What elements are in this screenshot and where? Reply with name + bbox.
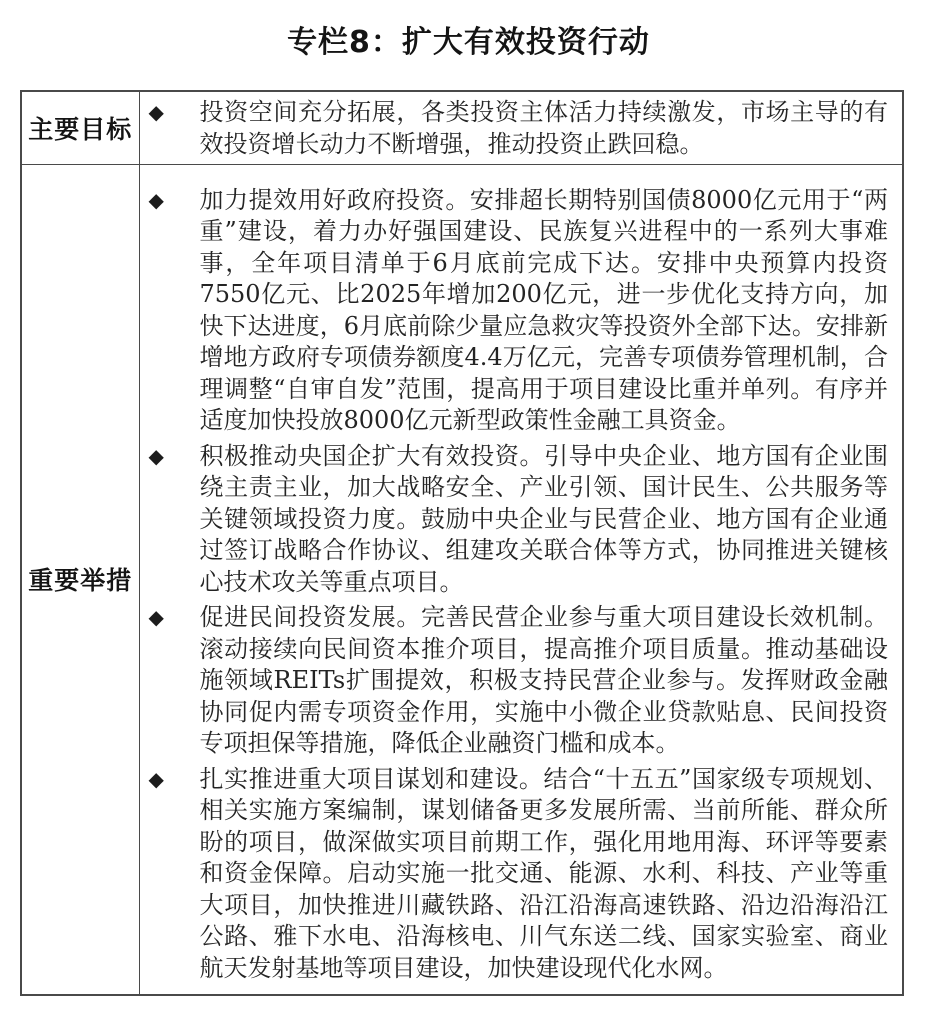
table-row-measures <box>21 164 903 995</box>
diamond-bullet-icon: ◆ <box>148 187 164 212</box>
list-item <box>140 602 889 760</box>
diamond-bullet-icon: ◆ <box>148 766 164 791</box>
measure-text-major-projects: 扎实推进重大项目谋划和建设。结合“十五五”国家级专项规划、相关实施方案编制，谋划储备更多发展所需、当前所能、群众所盼的项目，做深做实项目前期工作，强化用地用海、环评等要素和资金保障。启动实施一批交通、能源、水利、科技、产业等重大项目，加快推进川藏铁路、沿江沿海高速铁路、沿边沿海沿江公路、雅下水电、沿海核电、川气东送二线、国家实验室、商业航天发射基地等项目建设，加快建设现代化水网。 <box>199 764 888 982</box>
list-item <box>140 764 889 985</box>
goal-text: 投资空间充分拓展，各类投资主体活力持续激发，市场主导的有效投资增长动力不断增强，推动投资止跌回稳。 <box>199 98 888 158</box>
list-item <box>140 97 889 160</box>
goals-content-cell <box>139 91 903 164</box>
policy-box-table <box>20 90 904 996</box>
measure-text-private-investment: 促进民间投资发展。完善民营企业参与重大项目建设长效机制。滚动接续向民间资本推介项目，提高推介项目质量。推动基础设施领域REITs扩围提效，积极支持民营企业参与。发挥财政金融协同促内需专项资金作用，实施中小微企业贷款贴息、民间投资专项担保等措施，降低企业融资门槛和成本。 <box>199 603 888 757</box>
row-header-main-goals: 主要目标 <box>21 91 139 164</box>
list-item <box>140 441 889 599</box>
diamond-bullet-icon: ◆ <box>148 443 164 468</box>
list-item <box>140 185 889 437</box>
row-header-key-measures: 重要举措 <box>21 164 139 995</box>
table-row-goals <box>21 91 903 164</box>
diamond-bullet-icon: ◆ <box>148 605 164 629</box>
measure-text-soe-investment: 积极推动央国企扩大有效投资。引导中央企业、地方国有企业围绕主责主业，加大战略安全、产业引领、国计民生、公共服务等关键领域投资力度。鼓励中央企业与民营企业、地方国有企业通过签订战略合作协议、组建攻关联合体等方式，协同推进关键核心技术攻关等重点项目。 <box>199 441 888 596</box>
measure-text-government-investment: 加力提效用好政府投资。安排超长期特别国债8000亿元用于“两重”建设，着力办好强国建设、民族复兴进程中的一系列大事难事，全年项目清单于6月底前完成下达。安排中央预算内投资7550亿元、比2025年增加200亿元，进一步优化支持方向，加快下达进度，6月底前除少量应急救灾等投资外全部下达。安排新增地方政府专项债券额度4.4万亿元，完善专项债券管理机制，合理调整“自审自发”范围，提高用于项目建设比重并单列。有序并适度加快投放8000亿元新型政策性金融工具资金。 <box>199 185 888 434</box>
diamond-bullet-icon: ◆ <box>148 100 164 124</box>
page-title: 专栏8：扩大有效投资行动 <box>287 25 650 60</box>
measures-content-cell <box>139 164 903 995</box>
